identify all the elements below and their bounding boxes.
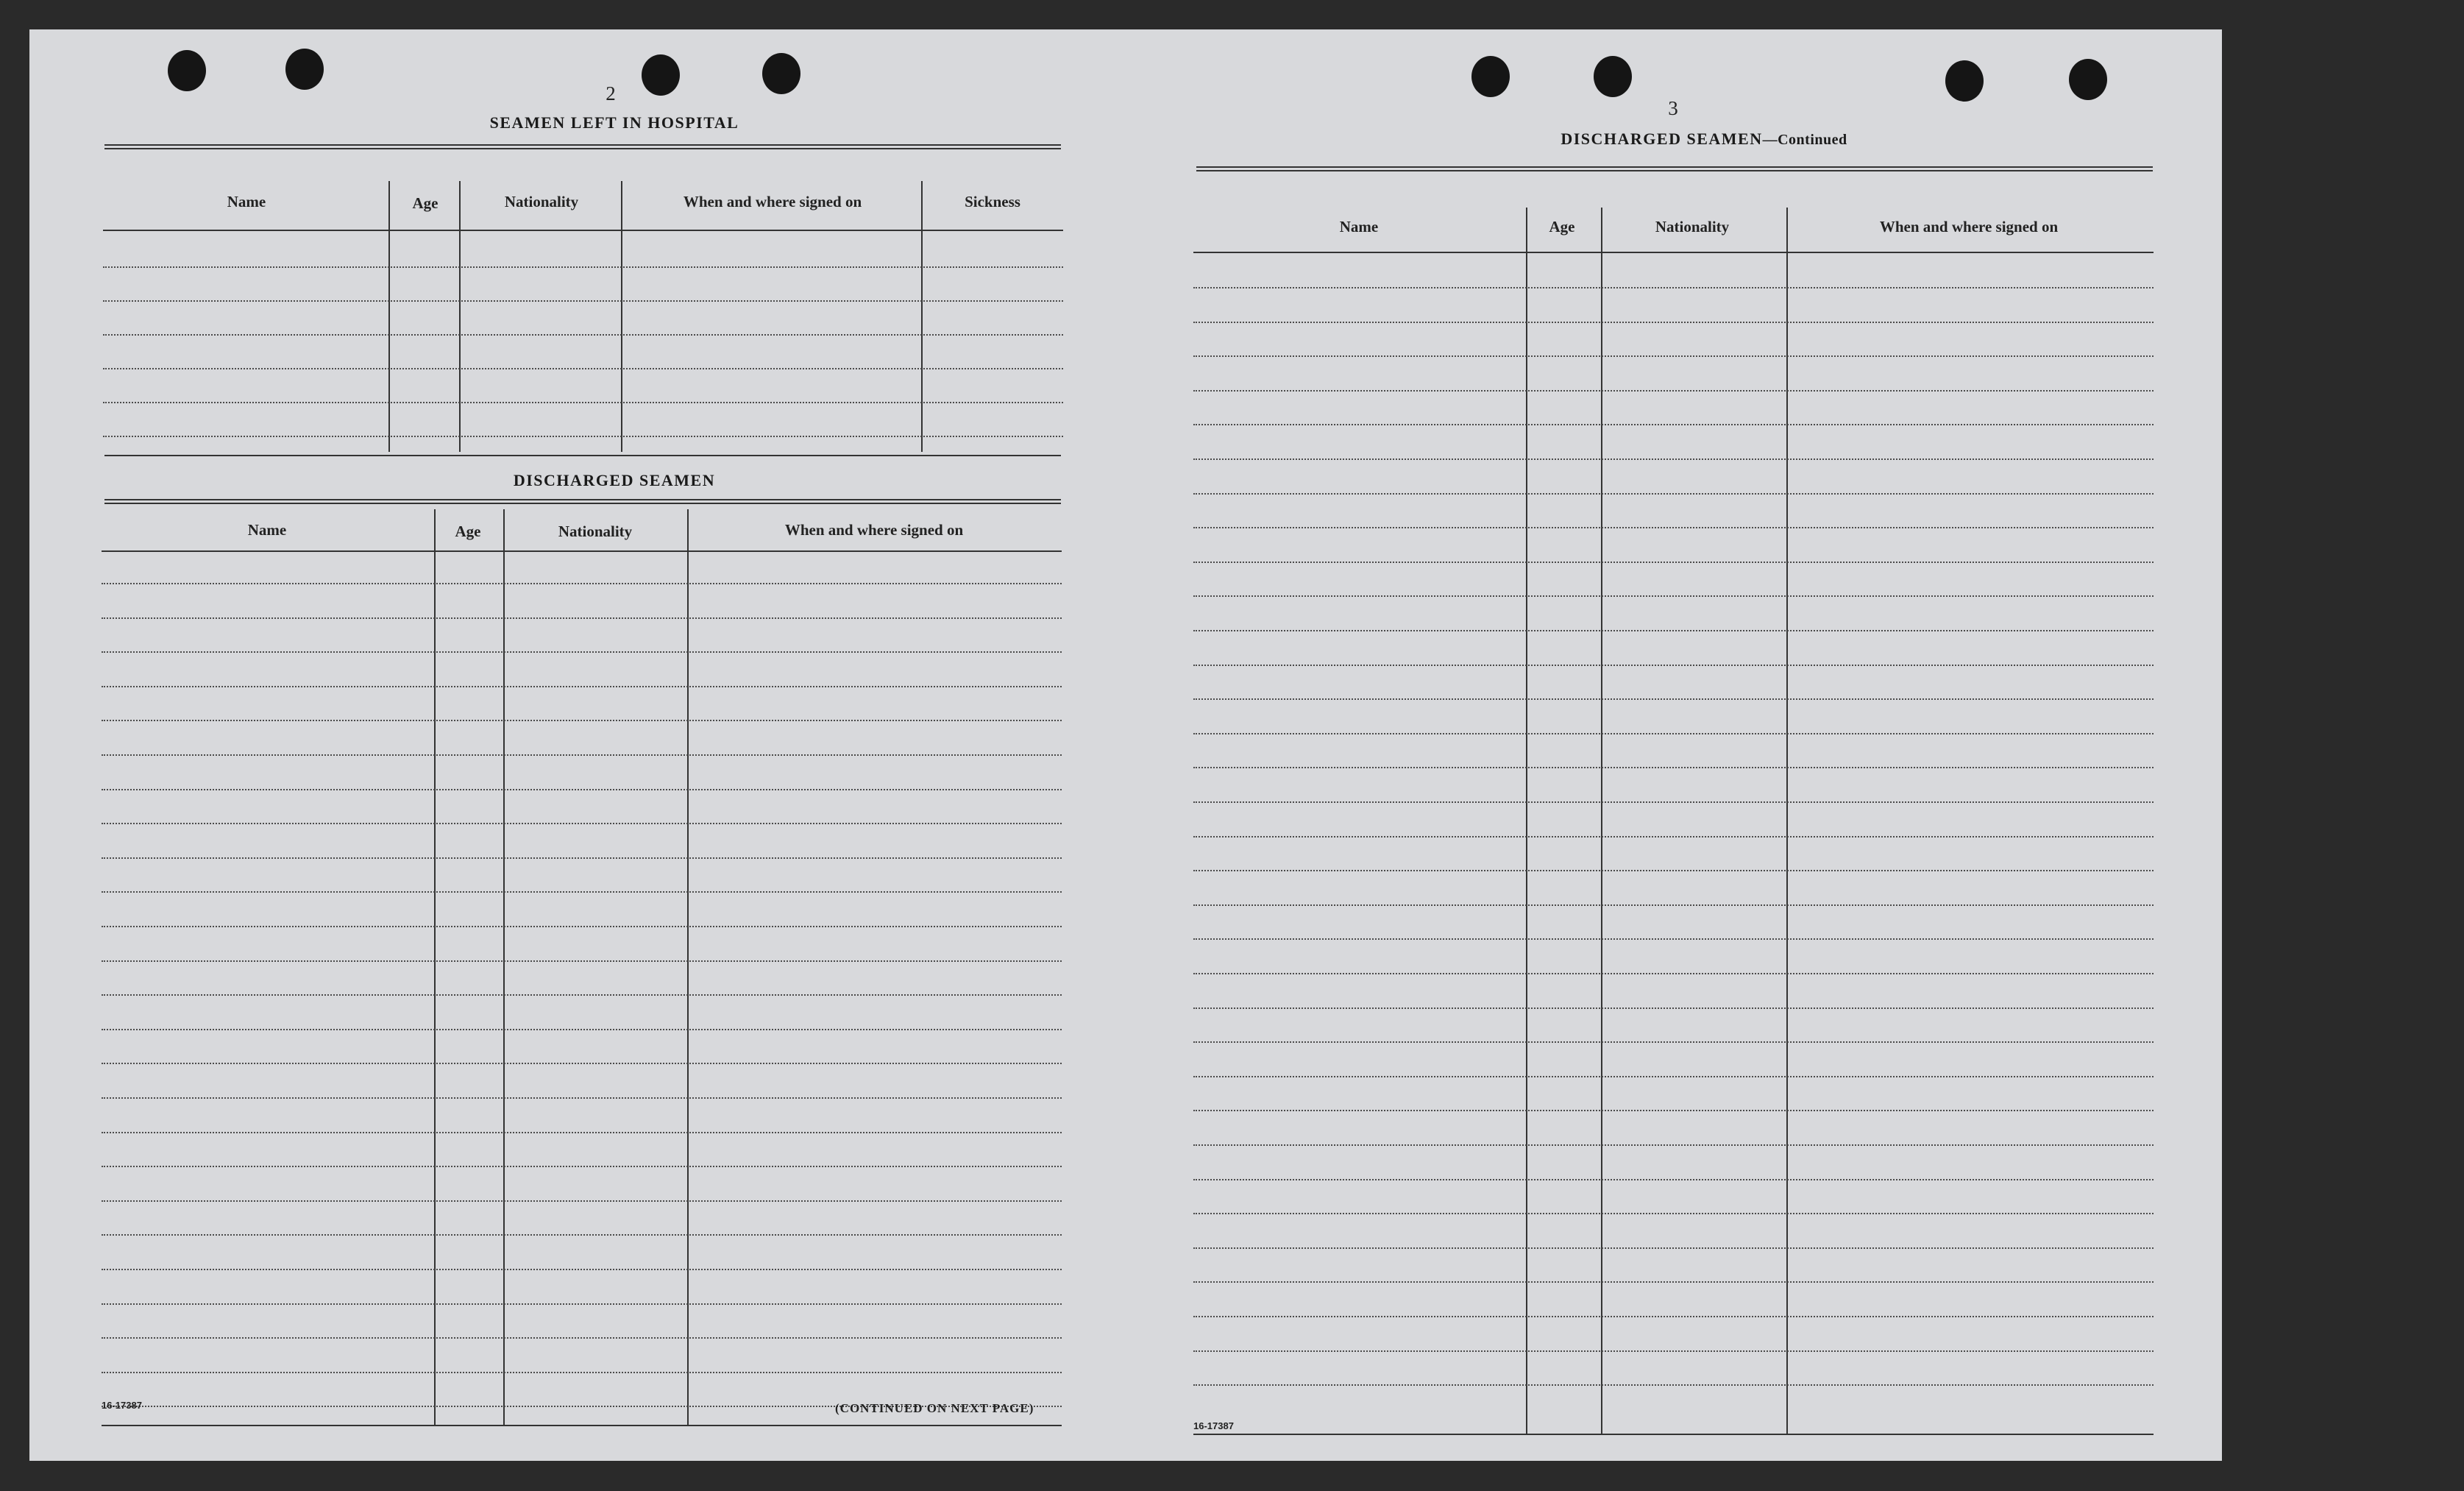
column-divider	[1526, 208, 1527, 1435]
heading-suffix: —Continued	[1762, 132, 1847, 148]
row-line	[1193, 698, 2154, 700]
section-rule	[104, 455, 1061, 456]
row-line	[1193, 527, 2154, 528]
row-line	[102, 720, 1062, 721]
column-header-age: Age	[412, 194, 439, 212]
row-line	[103, 334, 1063, 336]
row-line	[102, 1200, 1062, 1202]
row-line	[103, 368, 1063, 369]
row-line	[1193, 322, 2154, 323]
header-rule	[102, 550, 1062, 552]
hospital-heading: SEAMEN LEFT IN HOSPITAL	[489, 113, 739, 132]
row-line	[1193, 493, 2154, 495]
column-header-name: Name	[1339, 218, 1379, 235]
row-line	[102, 1132, 1062, 1133]
row-line	[1193, 938, 2154, 940]
continued-note: (CONTINUED ON NEXT PAGE)	[835, 1401, 1034, 1415]
row-line	[102, 583, 1062, 584]
row-line	[102, 789, 1062, 790]
row-line	[1193, 1316, 2154, 1317]
row-line	[1193, 870, 2154, 871]
row-line	[102, 651, 1062, 653]
row-line	[102, 617, 1062, 619]
punch-hole	[1594, 56, 1632, 97]
row-line	[1193, 801, 2154, 803]
column-header-sickness: Sickness	[965, 193, 1020, 210]
column-header-signed-on: When and where signed on	[1879, 218, 2059, 235]
row-line	[1193, 355, 2154, 357]
row-line	[1193, 1110, 2154, 1111]
column-header-nationality: Nationality	[558, 523, 633, 540]
punch-hole	[285, 49, 324, 90]
bottom-rule	[1193, 1434, 2154, 1435]
row-line	[1193, 595, 2154, 597]
row-line	[103, 436, 1063, 437]
row-line	[1193, 767, 2154, 768]
column-header-name: Name	[227, 193, 266, 210]
form-sheet	[29, 29, 2222, 1461]
header-rule	[1193, 252, 2154, 253]
column-divider	[1786, 208, 1788, 1435]
row-line	[1193, 1007, 2154, 1009]
row-line	[102, 960, 1062, 962]
row-line	[102, 686, 1062, 687]
column-divider	[1601, 208, 1602, 1435]
row-line	[1193, 1041, 2154, 1043]
punch-hole	[1471, 56, 1510, 97]
row-line	[102, 1372, 1062, 1373]
row-line	[102, 1063, 1062, 1064]
row-line	[103, 402, 1063, 403]
column-divider	[503, 509, 505, 1425]
column-divider	[687, 509, 689, 1425]
row-line	[1193, 904, 2154, 906]
header-rule	[103, 230, 1063, 231]
hospital-table	[103, 159, 1063, 453]
row-line	[1193, 1076, 2154, 1077]
punch-hole	[168, 50, 206, 91]
row-line	[102, 1097, 1062, 1099]
column-header-nationality: Nationality	[1655, 218, 1730, 235]
row-line	[103, 266, 1063, 268]
column-header-signed-on: When and where signed on	[683, 193, 862, 210]
row-line	[102, 1166, 1062, 1167]
row-line	[1193, 424, 2154, 425]
column-header-signed-on: When and where signed on	[784, 521, 964, 539]
column-divider	[459, 181, 461, 452]
row-line	[1193, 287, 2154, 288]
discharged-continued-heading	[1196, 130, 2212, 149]
discharged-table	[102, 509, 1062, 1429]
row-line	[1193, 1281, 2154, 1283]
row-line	[1193, 665, 2154, 666]
heading-rule	[104, 499, 1061, 504]
row-line	[1193, 733, 2154, 734]
column-divider	[434, 509, 436, 1425]
row-line	[1193, 458, 2154, 460]
heading-text: DISCHARGED SEAMEN	[1561, 130, 1763, 148]
row-line	[1193, 1350, 2154, 1352]
punch-hole	[762, 53, 800, 94]
row-line	[102, 1337, 1062, 1339]
row-line	[1193, 390, 2154, 392]
page-number: 3	[1668, 97, 1678, 119]
column-header-name: Name	[247, 521, 287, 539]
row-line	[1193, 1144, 2154, 1146]
row-line	[1193, 630, 2154, 631]
page-number: 2	[606, 82, 616, 105]
row-line	[102, 891, 1062, 893]
heading-rule	[1196, 166, 2153, 171]
row-line	[102, 1234, 1062, 1236]
column-divider	[388, 181, 390, 452]
row-line	[102, 1029, 1062, 1030]
row-line	[1193, 1247, 2154, 1249]
row-line	[102, 754, 1062, 756]
form-number: 16-17387	[102, 1400, 142, 1411]
row-line	[102, 994, 1062, 996]
column-divider	[621, 181, 622, 452]
column-divider	[921, 181, 923, 452]
row-line	[102, 926, 1062, 927]
row-line	[1193, 973, 2154, 974]
heading-rule	[104, 144, 1061, 149]
row-line	[1193, 1384, 2154, 1386]
row-line	[102, 1269, 1062, 1270]
row-line	[102, 823, 1062, 824]
bottom-rule	[102, 1425, 1062, 1426]
discharged-heading: DISCHARGED SEAMEN	[513, 471, 716, 489]
column-header-nationality: Nationality	[504, 193, 579, 210]
column-header-age: Age	[1549, 218, 1575, 235]
discharged-continued-table	[1193, 177, 2154, 1442]
row-line	[102, 1303, 1062, 1305]
row-line	[1193, 562, 2154, 563]
row-line	[1193, 1179, 2154, 1180]
row-line	[102, 857, 1062, 859]
punch-hole	[2069, 59, 2107, 100]
row-line	[1193, 836, 2154, 837]
row-line	[103, 300, 1063, 302]
form-number: 16-17387	[1193, 1420, 1234, 1431]
row-line	[1193, 1213, 2154, 1214]
punch-hole	[1945, 60, 1984, 102]
column-header-age: Age	[455, 523, 481, 540]
